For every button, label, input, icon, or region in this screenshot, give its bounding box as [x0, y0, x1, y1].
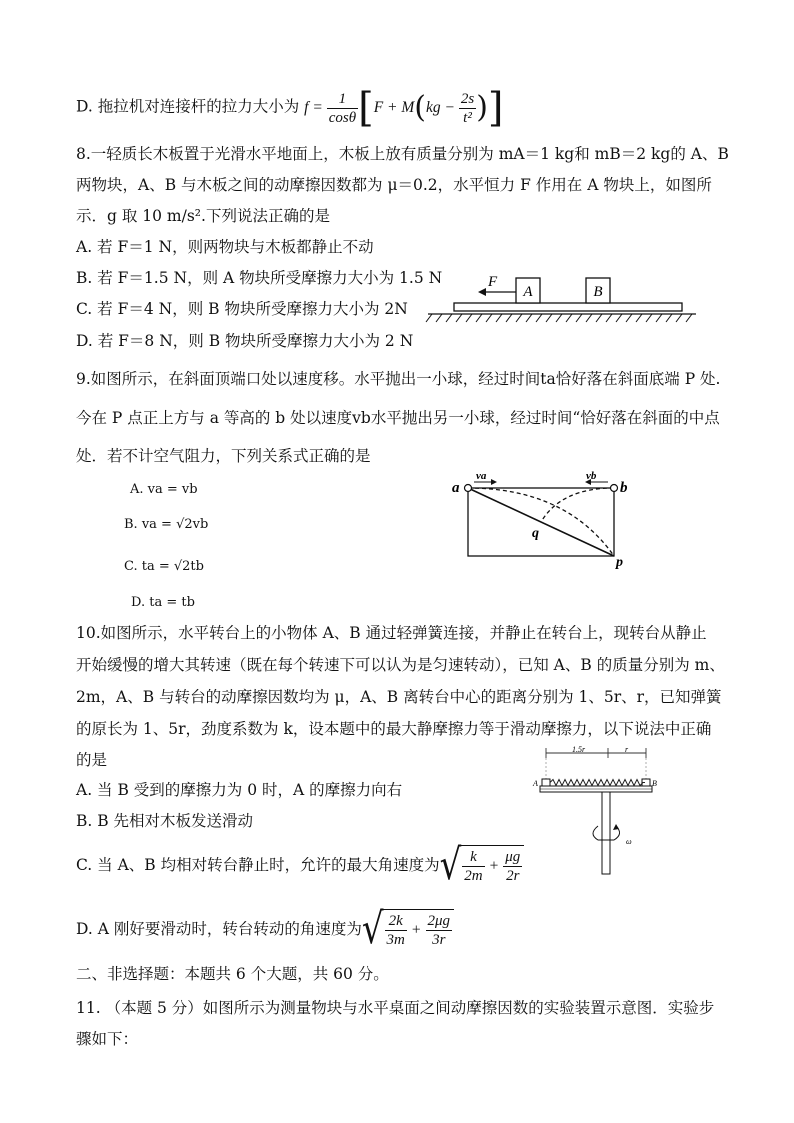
q10-option-c: C. 当 A、B 均相对转台静止时，允许的最大角速度为 √ $\frac{k}{2m}$ + $\frac{\mu g}{2r}$ [76, 844, 524, 886]
q10-stem-line-4: 的原长为 1、5r，劲度系数为 k，设本题中的最大静摩擦力等于滑动摩擦力，以下说法中正确 [76, 720, 712, 738]
q8-option-a: A. 若 F＝1 N，则两物块与木板都静止不动 [76, 238, 374, 256]
q10-block-a [542, 779, 550, 786]
q10-label-b: B [652, 779, 657, 788]
q8-figure [424, 268, 700, 324]
q9-ball-a [465, 485, 472, 492]
q9-velocity-a-head [491, 479, 497, 485]
q10-spring [550, 780, 645, 786]
q10-omega-label: ω [626, 837, 632, 846]
q10-shaft [602, 792, 610, 874]
q9-figure [446, 470, 646, 572]
q9-option-a: A. va = vb [130, 482, 198, 497]
section-2-heading: 二、非选择题：本题共 6 个大题，共 60 分。 [76, 965, 389, 983]
q10-dim-right-label: r [625, 745, 629, 754]
q9-stem-line-2: 今在 P 点正上方与 a 等高的 b 处以速度vb水平抛出另一小球，经过时间“恰好落在斜面的中点 [76, 409, 720, 427]
q10-stem-line-1: 10.如图所示，水平转台上的小物体 A、B 通过轻弹簧连接，并静止在转台上，现转台从静止 [76, 624, 707, 642]
q10-option-d: D. A 刚好要滑动时，转台转动的角速度为 √ $\frac{2k}{3m}$ + $\frac{2\mu g}{3r}$ [76, 908, 454, 950]
q9-option-c: C. ta = √2tb [124, 559, 204, 574]
q10-option-d-text: D. A 刚好要滑动时，转台转动的角速度为 [76, 920, 362, 938]
q8-stem-line-1: 8.一轻质长木板置于光滑水平地面上，木板上放有质量分别为 mA＝1 kg和 mB＝2 kg的 A、B [76, 145, 729, 163]
q9-stem-line-3: 处．若不计空气阻力，下列关系式正确的是 [76, 447, 371, 465]
q8-force-arrowhead [478, 288, 486, 296]
q10-option-d-formula: $\frac{2k}{3m}$ + $\frac{2\mu g}{3r}$ [382, 909, 455, 949]
q10-option-a: A. 当 B 受到的摩擦力为 0 时，A 的摩擦力向右 [76, 781, 403, 799]
q10-label-a: A [533, 779, 538, 788]
q9-option-b: B. va = √2vb [124, 517, 209, 532]
q9-option-d: D. ta = tb [131, 595, 195, 610]
q8-force-label: F [488, 274, 498, 290]
q10-option-c-formula: $\frac{k}{2m}$ + $\frac{\mu g}{2r}$ [459, 845, 524, 885]
q8-option-b: B. 若 F＝1.5 N，则 A 物块所受摩擦力大小为 1.5 N [76, 269, 443, 287]
q9-label-q: q [532, 526, 539, 541]
q8-board [454, 303, 682, 311]
q8-stem-line-3: 示．g 取 10 m/s².下列说法正确的是 [76, 207, 330, 225]
q8-ground-hatch [426, 314, 692, 322]
q7-frac-1: $\frac{1}{\cos\theta}$ [328, 90, 357, 126]
q8-option-d: D. 若 F＝8 N，则 B 物块所受摩擦力大小为 2 N [76, 332, 414, 350]
q8-option-c: C. 若 F＝4 N，则 B 物块所受摩擦力大小为 2N [76, 300, 408, 318]
q10-rotation-arrowhead [613, 824, 619, 830]
q9-label-va: va [476, 470, 487, 482]
q7-option-d [76, 85, 504, 131]
q10-stem-line-2: 开始缓慢的增大其转速（既在每个转速下可以认为是匀速转动），已知 A、B 的质量分别为 m、 [76, 656, 725, 674]
q7-frac-2: $\frac{2s}{\text{t²}}$ [460, 90, 475, 126]
q9-label-b: b [620, 480, 628, 496]
q7-option-d-text: D. 拖拉机对连接杆的拉力大小为 [76, 97, 300, 116]
q9-label-vb: vb [586, 470, 597, 482]
q7-formula: f = $\frac{1}{\cos\theta}$ [F + M(kg − $\frac{2s}{\text{t²}}$ )] [304, 85, 504, 131]
q9-ball-b [611, 485, 618, 492]
q10-option-b: B. B 先相对木板发送滑动 [76, 812, 254, 830]
q8-block-a-label: A [523, 284, 533, 300]
q9-label-p: p [616, 555, 623, 570]
q8-block-b-label: B [593, 284, 603, 300]
q8-stem-line-2: 两物块，A、B 与木板之间的动摩擦因数都为 μ＝0.2，水平恒力 F 作用在 A 物块上，如图所 [76, 176, 712, 194]
q10-stem-line-5: 的是 [76, 751, 108, 769]
q10-option-c-text: C. 当 A、B 均相对转台静止时，允许的最大角速度为 [76, 856, 440, 874]
q11-stem-line-2: 骤如下： [76, 1030, 139, 1048]
q10-stem-line-3: 2m，A、B 与转台的动摩擦因数均为 μ，A、B 离转台中心的距离分别为 1、5r、r，已知弹簧 [76, 688, 722, 706]
q10-dim-left-label: 1.5r [572, 745, 586, 754]
q11-stem-line-1: 11. （本题 5 分）如图所示为测量物块与水平桌面之间动摩擦因数的实验装置示意图．实验步 [76, 999, 715, 1017]
q10-figure [530, 744, 670, 882]
q9-label-a: a [452, 480, 460, 496]
q9-stem-line-1: 9.如图所示，在斜面顶端口处以速度移。水平抛出一小球，经过时间ta恰好落在斜面底端 P 处. [76, 370, 721, 388]
